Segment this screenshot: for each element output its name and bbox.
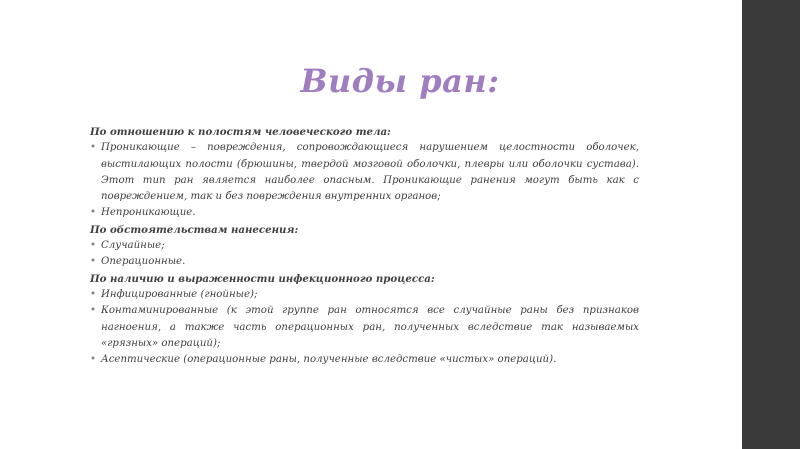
list-item-text: Асептические (операционные раны, полученные вследствие «чистых» операций). bbox=[101, 354, 557, 366]
section-heading-cavities: По отношению к полостям человеческого тела: bbox=[90, 126, 391, 138]
bullet-icon: • bbox=[90, 207, 97, 219]
list-item-text: Случайные; bbox=[101, 240, 165, 252]
slide-content bbox=[90, 124, 639, 368]
list-item-infected bbox=[90, 287, 639, 303]
slide-title: Виды ран: bbox=[300, 62, 500, 100]
bullet-icon: • bbox=[90, 256, 97, 268]
list-item-non-penetrating bbox=[90, 205, 639, 221]
section-heading-circumstances: По обстоятельствам нанесения: bbox=[90, 223, 299, 236]
bullet-icon: • bbox=[90, 142, 97, 154]
list-item-text: Контаминированные (к этой группе ран относятся все случайные раны без признаков нагноения, а также часть операционных ран, полученных вследствие так называемых «грязных» операций); bbox=[101, 305, 639, 349]
side-bar bbox=[742, 0, 800, 449]
bullet-icon: • bbox=[90, 288, 97, 300]
list-item-accidental bbox=[90, 238, 639, 254]
list-item-text: Инфицированные (гнойные); bbox=[101, 288, 258, 300]
list-item-contaminated bbox=[90, 303, 639, 352]
list-item-aseptic bbox=[90, 352, 639, 368]
list-item-text: Операционные. bbox=[101, 256, 186, 268]
list-item-text: Непроникающие. bbox=[101, 207, 196, 219]
section-heading-infection: По наличию и выраженности инфекционного процесса: bbox=[90, 272, 435, 285]
bullet-icon: • bbox=[90, 240, 97, 252]
bullet-icon: • bbox=[90, 354, 97, 366]
list-item-operational bbox=[90, 254, 639, 270]
list-item-text: Проникающие – повреждения, сопровождающиеся нарушением целостности оболочек, выстилающих полости (брюшины, твердой мозговой оболочки, плевры или оболочки сустава). Этот тип ран является наиболее опасным. Проникающие ранения могут быть как с повреждением, так и без повреждения внутренних органов; bbox=[101, 142, 639, 203]
bullet-icon: • bbox=[90, 305, 97, 317]
list-item-penetrating bbox=[90, 140, 639, 205]
